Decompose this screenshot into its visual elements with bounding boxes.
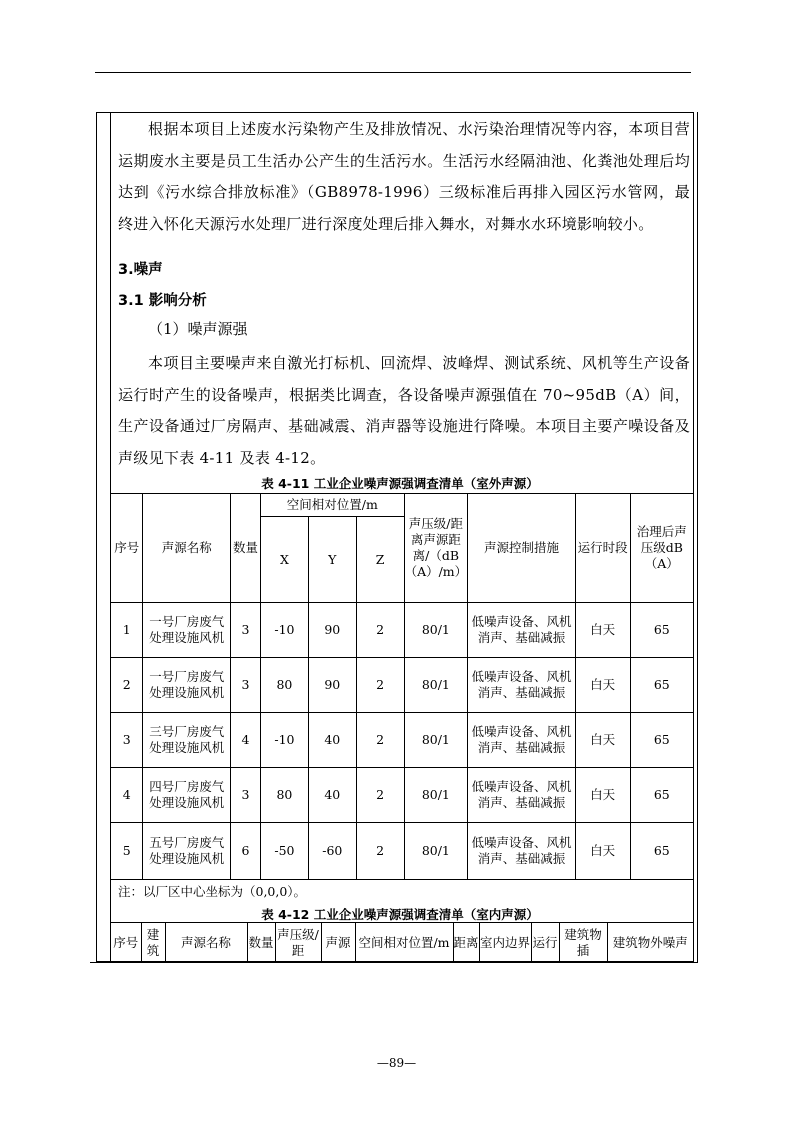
- cell-x: -50: [260, 823, 308, 880]
- cell-z: 2: [356, 768, 404, 823]
- cell-qty: 3: [231, 603, 261, 658]
- table-4-12: [111, 922, 693, 963]
- cell-after: 65: [630, 713, 693, 768]
- cell-y: -60: [308, 823, 356, 880]
- page-number: —89—: [376, 1056, 417, 1070]
- cell-level: 80/1: [404, 713, 468, 768]
- cell-period: 白天: [575, 768, 630, 823]
- cell-source: 一号厂房废气处理设施风机: [143, 658, 231, 713]
- table-4-11-note: 注：以厂区中心坐标为（0,0,0）。: [118, 884, 307, 899]
- cell-period: 白天: [575, 603, 630, 658]
- cell-x: -10: [260, 603, 308, 658]
- cell-level: 80/1: [404, 658, 468, 713]
- cell-z: 2: [356, 603, 404, 658]
- cell-z: 2: [356, 823, 404, 880]
- cell-source: 五号厂房废气处理设施风机: [143, 823, 231, 880]
- table-row: [111, 658, 693, 713]
- cell-after: 65: [630, 823, 693, 880]
- cell-period: 白天: [575, 658, 630, 713]
- table-row: [111, 603, 693, 658]
- th2-source: 声源名称: [165, 923, 247, 963]
- table-row: [111, 823, 693, 880]
- table-row: [111, 768, 693, 823]
- th-z: Z: [356, 517, 404, 603]
- th2-level: 声压级/距: [275, 923, 321, 963]
- th2-insertion: 建筑物插: [559, 923, 607, 963]
- cell-control: 低噪声设备、风机消声、基础减振: [468, 768, 576, 823]
- cell-seq: 1: [111, 603, 143, 658]
- cell-period: 白天: [575, 713, 630, 768]
- section-heading-impact: 3.1 影响分析: [118, 293, 207, 309]
- cell-control: 低噪声设备、风机消声、基础减振: [468, 603, 576, 658]
- cell-y: 40: [308, 713, 356, 768]
- frame-inner-right-rule: [697, 112, 698, 962]
- cell-source: 一号厂房废气处理设施风机: [143, 603, 231, 658]
- cell-level: 80/1: [404, 768, 468, 823]
- th2-outside-noise: 建筑物外噪声: [607, 923, 693, 963]
- cell-level: 80/1: [404, 823, 468, 880]
- cell-seq: 2: [111, 658, 143, 713]
- cell-x: 80: [260, 658, 308, 713]
- table-4-12-caption: 表 4-12 工业企业噪声源强调查清单（室内声源）: [261, 907, 539, 922]
- th2-seq: 序号: [111, 923, 141, 963]
- cell-qty: 3: [231, 658, 261, 713]
- th-x: X: [260, 517, 308, 603]
- cell-control: 低噪声设备、风机消声、基础减振: [468, 713, 576, 768]
- cell-qty: 4: [231, 713, 261, 768]
- section-heading-noise: 3.噪声: [118, 262, 163, 278]
- cell-x: -10: [260, 713, 308, 768]
- header-rule: [95, 72, 691, 73]
- cell-y: 40: [308, 768, 356, 823]
- cell-source: 三号厂房废气处理设施风机: [143, 713, 231, 768]
- cell-after: 65: [630, 658, 693, 713]
- paragraph-noise: 本项目主要噪声来自激光打标机、回流焊、波峰焊、测试系统、风机等生产设备运行时产生的设备噪声，根据类比调查，各设备噪声源强值在 70~95dB（A）间，生产设备通过厂房隔声、基础减震、消声器等设施进行降噪。本项目主要产噪设备及声级见下表 4-11 及表 4-12。: [118, 354, 690, 467]
- cell-seq: 5: [111, 823, 143, 880]
- cell-x: 80: [260, 768, 308, 823]
- cell-after: 65: [630, 603, 693, 658]
- cell-seq: 4: [111, 768, 143, 823]
- th-source: 声源名称: [143, 494, 231, 603]
- th-period: 运行时段: [575, 494, 630, 603]
- th-position: 空间相对位置/m: [260, 494, 404, 517]
- th-control: 声源控制措施: [468, 494, 576, 603]
- th2-position: 空间相对位置/m: [355, 923, 453, 963]
- th-qty: 数量: [231, 494, 261, 603]
- cell-z: 2: [356, 658, 404, 713]
- table-4-11: [111, 493, 693, 880]
- th2-distance: 距离: [453, 923, 479, 963]
- cell-after: 65: [630, 768, 693, 823]
- cell-period: 白天: [575, 823, 630, 880]
- th-after: 治理后声压级dB（A）: [630, 494, 693, 603]
- table-4-11-caption: 表 4-11 工业企业噪声源强调查清单（室外声源）: [261, 476, 539, 491]
- th2-src: 声源: [321, 923, 355, 963]
- cell-control: 低噪声设备、风机消声、基础减振: [468, 823, 576, 880]
- th2-run: 运行: [531, 923, 559, 963]
- cell-y: 90: [308, 603, 356, 658]
- cell-level: 80/1: [404, 603, 468, 658]
- th2-boundary: 室内边界: [479, 923, 531, 963]
- th2-building: 建筑: [141, 923, 165, 963]
- th-level: 声压级/距离声源距离/（dB（A）/m）: [404, 494, 468, 603]
- cell-qty: 3: [231, 768, 261, 823]
- th-seq: 序号: [111, 494, 143, 603]
- cell-qty: 6: [231, 823, 261, 880]
- cell-seq: 3: [111, 713, 143, 768]
- table-row: [111, 713, 693, 768]
- subheading-noise-source: （1）噪声源强: [148, 320, 248, 338]
- cell-control: 低噪声设备、风机消声、基础减振: [468, 658, 576, 713]
- th-y: Y: [308, 517, 356, 603]
- cell-y: 90: [308, 658, 356, 713]
- th2-qty: 数量: [247, 923, 275, 963]
- paragraph-wastewater: 根据本项目上述废水污染物产生及排放情况、水污染治理情况等内容，本项目营运期废水主要是员工生活办公产生的生活污水。生活污水经隔油池、化粪池处理后均达到《污水综合排放标准》（GB8978-1996）三级标准后再排入园区污水管网，最终进入怀化天源污水处理厂进行深度处理后排入舞水，对舞水水环境影响较小。: [118, 120, 690, 233]
- cell-source: 四号厂房废气处理设施风机: [143, 768, 231, 823]
- cell-z: 2: [356, 713, 404, 768]
